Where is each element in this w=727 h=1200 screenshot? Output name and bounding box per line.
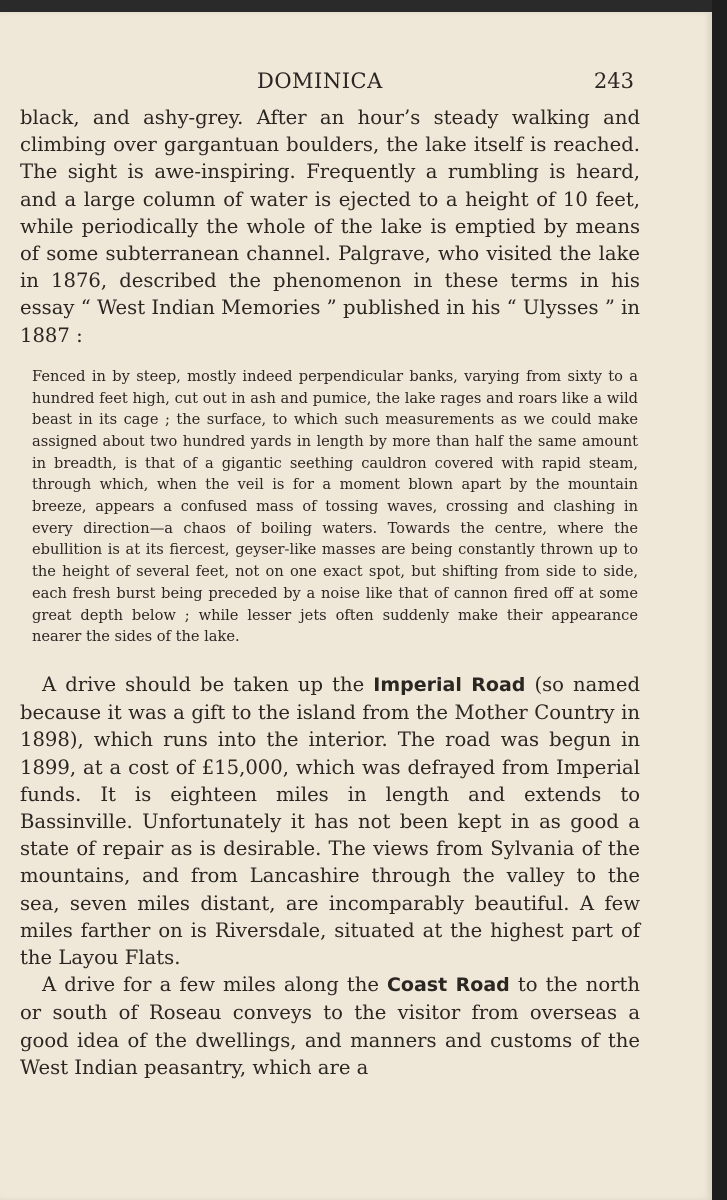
page-body bbox=[20, 104, 640, 1081]
paragraph-continued: black, and ashy-grey. After an hour’s steady walking and climbing over gargantuan boulders, the lake itself is reached. The sight is awe-inspiring. Frequently a rumbling is heard, and a large column of water is ejected to a height of 10 feet, while periodically the whole of the lake is emptied by means of some subterranean channel. Palgrave, who visited the lake in 1876, described the phenomenon in these terms in his essay “ West Indian Memories ” published in his “ Ulysses ” in 1887 : bbox=[20, 106, 640, 347]
text-run: A drive for a few miles along the bbox=[42, 973, 387, 997]
text-run: (so named because it was a gift to the island from the Mother Country in 1898), which runs into the interior. The road was begun in 1899, at a cost of £15,000, which was defrayed from Imperial funds. It is eighteen miles in length and extends to Bassinville. Unfortunately it has not been kept in as good a state of repair as is desirable. The views from Sylvania of the mountains, and from Lancashire through the valley to the sea, seven miles distant, are incomparably beautiful. A few miles farther on is Riversdale, situated at the highest part of the Layou Flats. bbox=[20, 672, 640, 969]
text-run: A drive should be taken up the bbox=[42, 672, 374, 696]
spacer bbox=[20, 648, 640, 671]
running-title: DOMINICA bbox=[257, 69, 383, 93]
bold-term-coast-road: Coast Road bbox=[386, 974, 510, 997]
book-page bbox=[0, 12, 712, 1200]
block-quote: Fenced in by steep, mostly indeed perpendicular banks, varying from sixty to a hundred feet high, cut out in ash and pumice, the lake rages and roars like a wild beast in its cage ; the surface, to which such measurements as we could make assigned about two hundred yards in length by more than half the same amount in breadth, is that of a gigantic seething cauldron covered with rapid steam, through which, when the veil is for a moment blown apart by the mountain breeze, appears a confused mass of tossing waves, crossing and clashing in every direction—a chaos of boiling waters. Towards the centre, where the ebullition is at its fiercest, geyser-like masses are being constantly thrown up to the height of several feet, not on one exact spot, but shifting from side to side, each fresh burst being preceded by a noise like that of cannon fired off at some great depth below ; while lesser jets often suddenly make their appearance nearer the sides of the lake. bbox=[32, 367, 638, 646]
paragraph-imperial-road bbox=[20, 671, 640, 971]
bold-term-imperial-road: Imperial Road bbox=[373, 673, 526, 696]
text-run: to the north or south of Roseau conveys to the visitor from overseas a good idea of the dwellings, and manners and customs of the West Indian peasantry, which are a bbox=[20, 973, 640, 1079]
page-edge-shadow bbox=[712, 0, 727, 1200]
paragraph-coast-road bbox=[20, 971, 640, 1081]
page-number: 243 bbox=[593, 69, 634, 93]
page-header bbox=[20, 69, 640, 99]
